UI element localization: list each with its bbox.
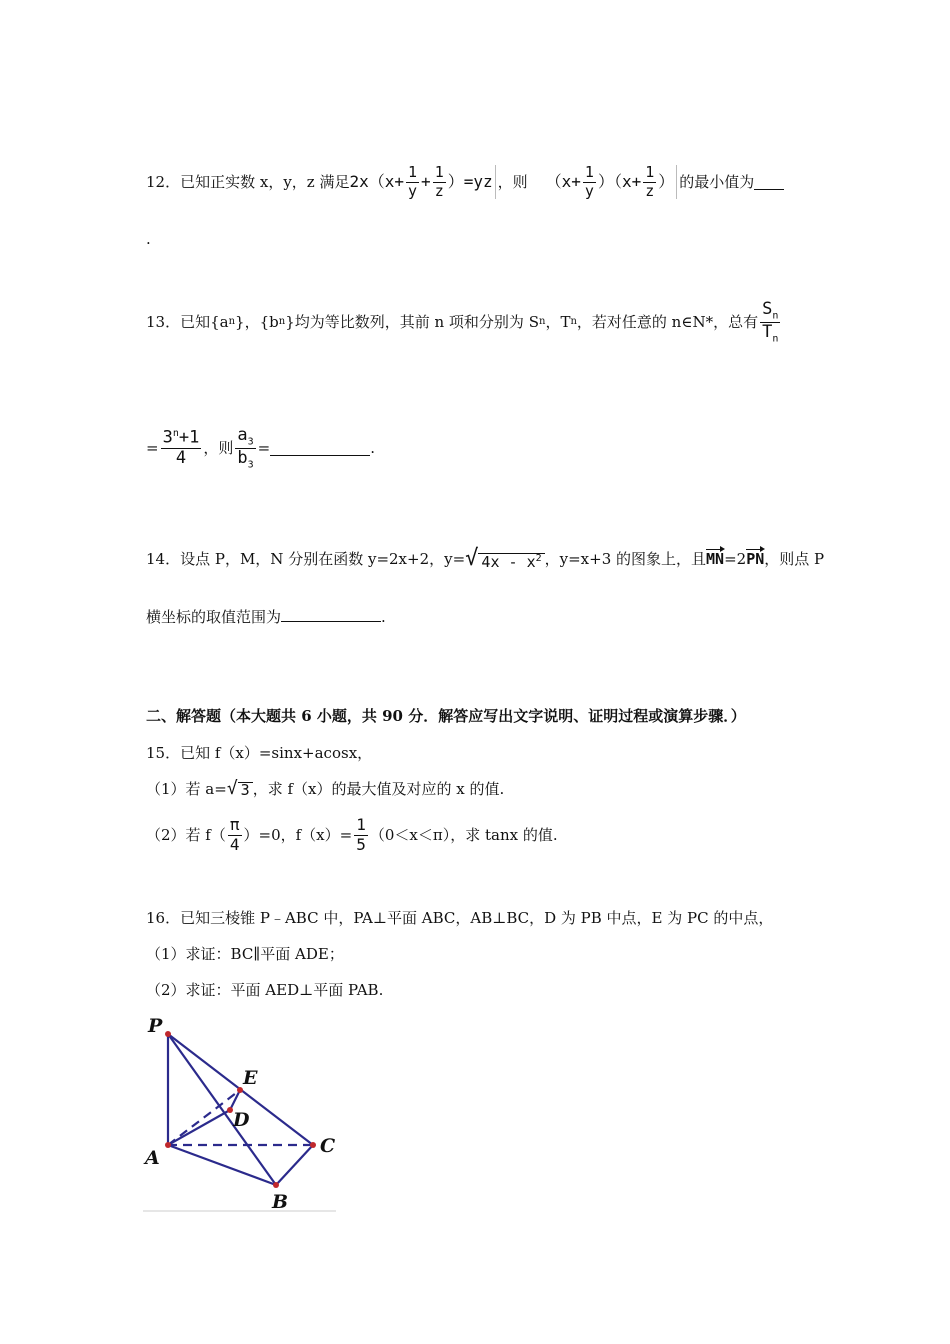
- q13-prefix: 13．已知{a: [146, 312, 229, 331]
- edge-ae-dashed: [168, 1090, 240, 1145]
- q12-frac-3: $\frac{1}{y}$: [584, 163, 594, 200]
- q12-mid: ，则: [497, 172, 528, 191]
- label-a: A: [145, 1147, 160, 1169]
- q12-answer-blank[interactable]: [754, 175, 784, 190]
- q12-divider: [495, 165, 496, 199]
- q14-mid: ，y=x+3 的图象上，且: [544, 549, 707, 568]
- point-b: [273, 1182, 279, 1188]
- edge-ad: [168, 1110, 230, 1145]
- q14-prefix: 14．设点 P，M，N 分别在函数 y=2x+2，y=: [146, 549, 466, 568]
- q12-line: [146, 164, 784, 200]
- q12-expr-c: ）: [658, 172, 675, 191]
- q16-stem: 16．已知三棱锥 P﹣ABC 中，PA⊥平面 ABC，AB⊥BC，D 为 PB 中点，E 为 PC 的中点，: [146, 909, 774, 927]
- q16-part2: （2）求证：平面 AED⊥平面 PAB.: [146, 981, 384, 999]
- q12-prefix: 12．已知正实数 x，y，z 满足: [146, 172, 350, 191]
- q13-then: ，则: [203, 438, 234, 457]
- q12-frac-1z: $\frac{1}{z}$: [434, 163, 444, 200]
- q13-line: 13．已知{a n }，{b n }均为等比数列，其前 n 项和分别为 S n ，T n ，若对任意的 n∈N*，总有 $\frac{S_n}{T_n}$: [146, 298, 779, 344]
- label-p: P: [148, 1015, 163, 1037]
- q15-sqrt3: √ 3: [227, 780, 253, 798]
- q15-frac-pi4: $\frac{\pi}{4}$: [229, 815, 240, 854]
- q12-end-dot: .: [146, 230, 151, 248]
- q12-frac-1y: $\frac{1}{y}$: [408, 163, 418, 200]
- label-c: C: [320, 1135, 336, 1157]
- q14-vector-mn: MN: [706, 549, 725, 568]
- q12-divider-2: [676, 165, 677, 199]
- label-e: E: [243, 1067, 258, 1089]
- q16-part1: （1）求证：BC∥平面 ADE；: [146, 945, 344, 963]
- q12-frac-4: $\frac{1}{z}$: [645, 163, 655, 200]
- edge-de: [230, 1090, 240, 1110]
- q15-frac-1-5: $\frac{1}{5}$: [356, 815, 366, 854]
- q12-suffix: 的最小值为: [679, 172, 755, 191]
- edge-bc: [276, 1145, 313, 1185]
- q13-frac-3n: $\frac{3^n+1}{4}$: [162, 427, 200, 468]
- q14-sqrt: √ $4x - x^2$: [465, 548, 544, 570]
- q14-line-2: 横坐标的取值范围为 .: [146, 608, 386, 626]
- q14-answer-blank[interactable]: [281, 607, 381, 622]
- q14-eq: =2: [724, 549, 747, 568]
- point-c: [310, 1142, 316, 1148]
- point-a: [165, 1142, 171, 1148]
- label-b: B: [272, 1191, 289, 1212]
- q13-answer-blank[interactable]: [270, 441, 370, 456]
- edge-ab: [168, 1145, 276, 1185]
- q14-vector-pn: PN: [746, 549, 765, 568]
- tetrahedron-figure: [140, 1012, 340, 1212]
- section-heading: 二、解答题（本大题共 6 小题，共 90 分．解答应写出文字说明、证明过程或演算步骤．）: [146, 707, 746, 725]
- q14-line: [146, 541, 824, 577]
- q15-part1: （1）若 a= √ 3 ，求 f（x）的最大值及对应的 x 的值.: [146, 778, 505, 799]
- q12-eq-right: ）=yz: [447, 172, 493, 191]
- edge-pb: [168, 1034, 276, 1185]
- q12-expr-a: （x+: [545, 172, 581, 191]
- q12-plus: +: [421, 172, 431, 191]
- q15-stem: 15．已知 f（x）=sinx+acosx，: [146, 744, 373, 762]
- q13-end: .: [370, 438, 375, 457]
- point-p: [165, 1031, 171, 1037]
- q12-expr-b: ）（x+: [597, 172, 642, 191]
- q12-eq-left: 2x（x+: [349, 172, 405, 191]
- q13-line-2: [146, 424, 375, 472]
- q13-eq2: =: [257, 438, 271, 457]
- q15-part2: （2）若 f（ $\frac{\pi}{4}$ ）=0，f（x）= $\frac{1}{5}$ （0＜x＜π），求 tanx 的值.: [146, 815, 558, 854]
- q14-suffix: ，则点 P: [764, 549, 825, 568]
- label-d: D: [233, 1109, 250, 1131]
- q13-eq: =: [146, 438, 159, 457]
- q13-frac-sn-tn: $\frac{S_n}{T_n}$: [762, 298, 779, 344]
- q13-frac-a3-b3: $\frac{a_3}{b_3}$: [237, 424, 254, 470]
